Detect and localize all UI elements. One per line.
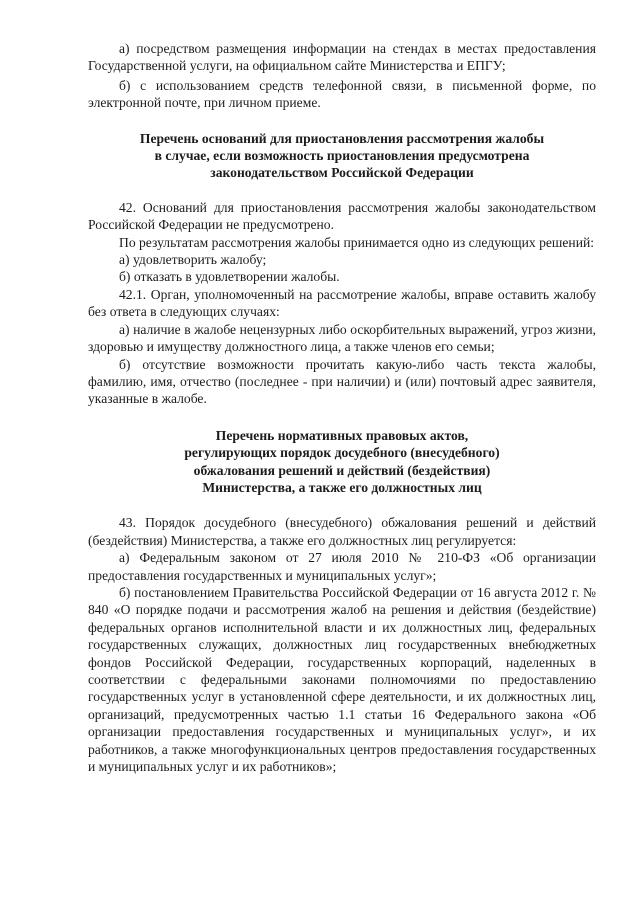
heading-line: в случае, если возможность приостановления предусмотрена xyxy=(154,148,530,164)
case-unreadable: б) отсутствие возможности прочитать какую-либо часть текста жалобы, фамилию, имя, отчество (последнее - при наличии) и (или) почтовый адрес заявителя, указанные в жалобе. xyxy=(88,356,596,407)
results-intro: По результатам рассмотрения жалобы принимается одно из следующих решений: xyxy=(119,234,595,250)
option-satisfy: а) удовлетворить жалобу; xyxy=(119,252,267,268)
resolution-840: б) постановлением Правительства Российской Федерации от 16 августа 2012 г. № 840 «О порядке подачи и рассмотрения жалоб на решения и действия (бездействие) федеральных органов исполнительной власти и их должностных лиц, федеральных государственных служащих, должностных лиц государственных внебюджетных фондов Российской Федерации, государственных корпораций, наделенных в соответствии с федеральными законами полномочиями по предоставлению государственных услуг в установленной сфере деятельности, и их должностных лиц, организаций, предусмотренных частью 1.1 статьи 16 Федерального закона «Об организации предоставления государственных и муниципальных услуг», и их работников, а также многофункциональных центров предоставления государственных и муниципальных услуг и их работников»; xyxy=(88,584,596,775)
heading-line: законодательством Российской Федерации xyxy=(210,165,474,181)
intro-item-a: а) посредством размещения информации на стендах в местах предоставления Государственной услуги, на официальном сайте Министерства и ЕПГУ; xyxy=(88,41,596,74)
heading-line: Министерства, а также его должностных лиц xyxy=(202,479,482,495)
document-page xyxy=(88,40,596,775)
heading-line: Перечень оснований для приостановления рассмотрения жалобы xyxy=(139,130,545,146)
intro-item-b: б) с использованием средств телефонной связи, в письменной форме, по электронной почте, при личном приеме. xyxy=(88,77,596,111)
heading-line: обжалования решений и действий (бездействия) xyxy=(193,462,491,478)
heading-suspension-grounds xyxy=(88,130,596,182)
paragraph-43: 43. Порядок досудебного (внесудебного) обжалования решений и действий (бездействия) Министерства, а также его должностных лиц регулируется: xyxy=(88,515,596,548)
heading-line: регулирующих порядок досудебного (внесудебного) xyxy=(184,445,500,461)
heading-line: Перечень нормативных правовых актов, xyxy=(215,427,469,443)
case-obscene: а) наличие в жалобе нецензурных либо оскорбительных выражений, угроз жизни, здоровью и имуществу должностного лица, а также членов его семьи; xyxy=(88,321,596,355)
paragraph-42-1: 42.1. Орган, уполномоченный на рассмотрение жалобы, вправе оставить жалобу без ответа в следующих случаях: xyxy=(88,286,596,320)
paragraph-42: 42. Оснований для приостановления рассмотрения жалобы законодательством Российской Федерации не предусмотрено. xyxy=(88,199,596,233)
heading-regulatory-acts xyxy=(88,427,596,497)
law-210-fz: а) Федеральным законом от 27 июля 2010 № 210-ФЗ «Об организации предоставления государственных и муниципальных услуг»; xyxy=(88,550,596,583)
option-refuse: б) отказать в удовлетворении жалобы. xyxy=(119,269,340,285)
